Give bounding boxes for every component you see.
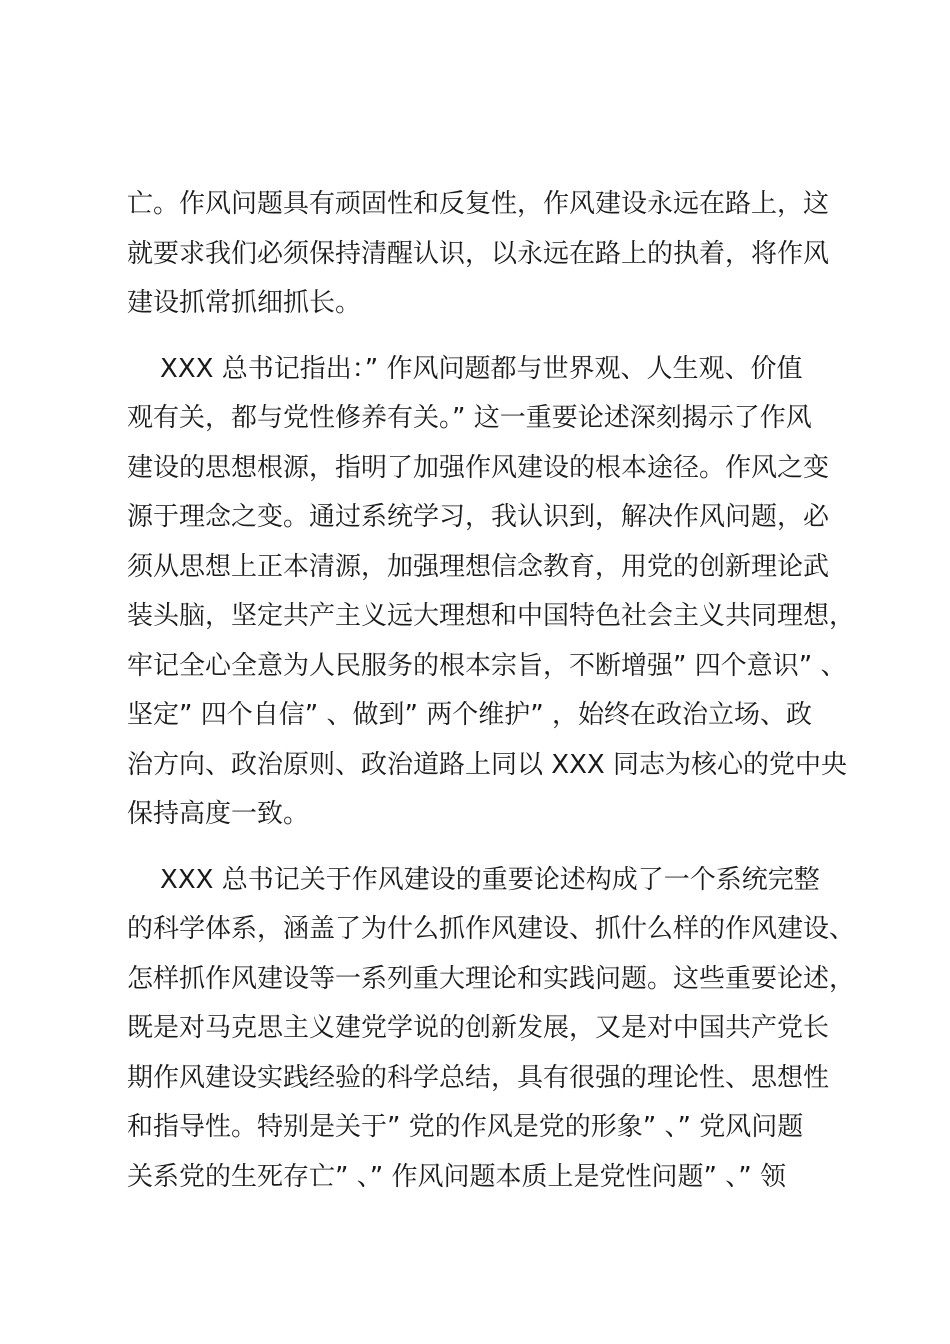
text-line: 亡。作风问题具有顽固性和反复性，作风建设永远在路上，这 (127, 189, 830, 219)
text-line: 建设抓常抓细抓长。 (127, 288, 362, 318)
paragraph-gap (127, 329, 832, 345)
text-line: 和指导性。特别是关于” 党的作风是党的形象” 、” 党风问题 (127, 1112, 804, 1142)
paragraph (127, 345, 856, 840)
text-line: 关系党的生死存亡” 、” 作风问题本质上是党性问题” 、” 领 (127, 1161, 786, 1192)
text-line: 期作风建设实践经验的科学总结，具有很强的理论性、思想性 (127, 1062, 830, 1093)
paragraph (127, 856, 856, 1203)
paragraph (127, 180, 832, 329)
paragraph-gap (127, 840, 832, 856)
text-line: 源于理念之变。通过系统学习，我认识到，解决作风问题，必 (127, 502, 830, 532)
text-line: 保持高度一致。 (127, 799, 310, 829)
text-line: XXX 总书记关于作风建设的重要论述构成了一个系统完整 (127, 864, 820, 895)
text-line: 既是对马克思主义建党学说的创新发展，又是对中国共产党长 (127, 1013, 830, 1043)
text-line: 怎样抓作风建设等一系列重大理论和实践问题。这些重要论述， (127, 963, 856, 994)
text-line: XXX 总书记指出：” 作风问题都与世界观、人生观、价值 (127, 353, 803, 384)
text-line: 建设的思想根源，指明了加强作风建设的根本途径。作风之变 (127, 452, 830, 483)
text-line: 须从思想上正本清源，加强理想信念教育，用党的创新理论武 (127, 551, 830, 582)
text-line: 的科学体系，涵盖了为什么抓作风建设、抓什么样的作风建设、 (127, 914, 856, 944)
text-line: 坚定” 四个自信” 、做到” 两个维护” ，始终在政治立场、政 (127, 700, 812, 730)
text-line: 牢记全心全意为人民服务的根本宗旨，不断增强” 四个意识” 、 (127, 650, 847, 681)
text-line: 就要求我们必须保持清醒认识，以永远在路上的执着，将作风 (127, 238, 830, 269)
text-line: 装头脑，坚定共产主义远大理想和中国特色社会主义共同理想， (127, 601, 856, 631)
text-line: 治方向、政治原则、政治道路上同以 XXX 同志为核心的党中央 (127, 749, 847, 780)
text-line: 观有关，都与党性修养有关。” 这一重要论述深刻揭示了作风 (127, 403, 812, 433)
document-body (127, 180, 856, 1202)
